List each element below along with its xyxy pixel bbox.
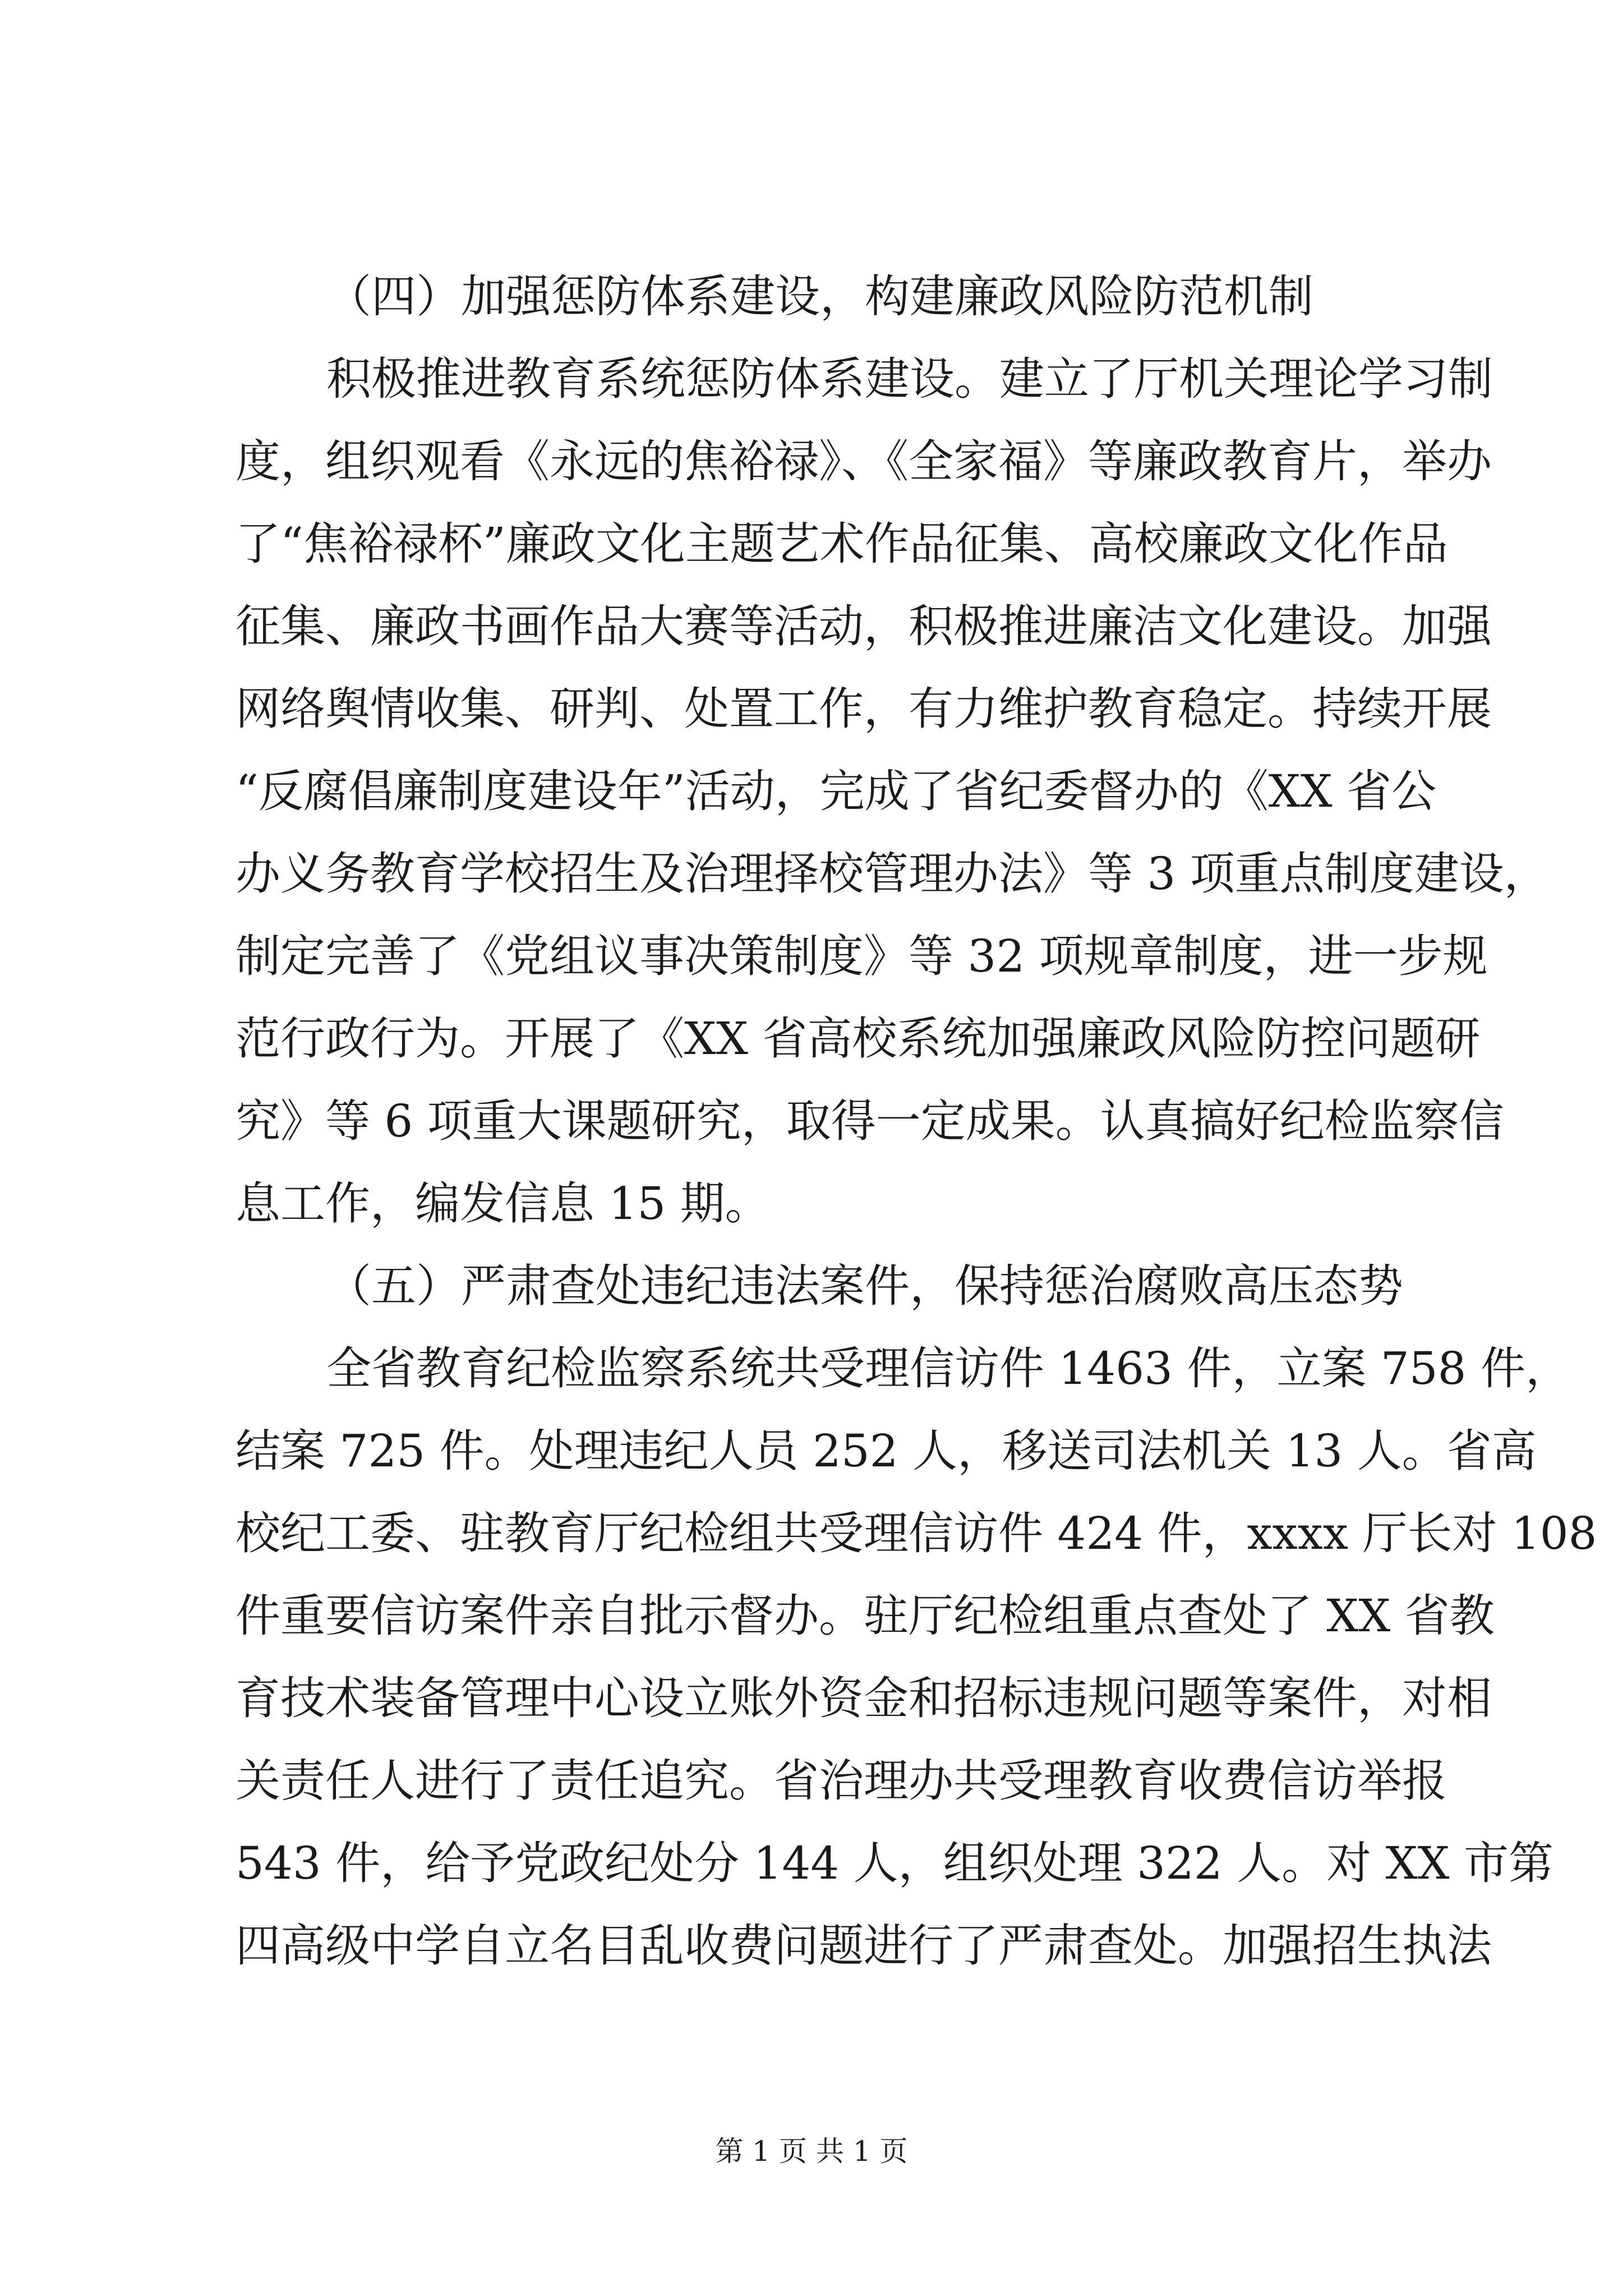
paragraph-line: 543 件，给予党政纪处分 144 人，组织处理 322 人。对 XX 市第 <box>236 1837 1553 1889</box>
paragraph-line: 积极推进教育系统惩防体系建设。建立了厅机关理论学习制 <box>326 353 1493 405</box>
paragraph-line: 全省教育纪检监察系统共受理信访件 1463 件，立案 758 件， <box>326 1342 1571 1395</box>
paragraph-line: 究》等 6 项重大课题研究，取得一定成果。认真搞好纪检监察信 <box>236 1095 1504 1147</box>
paragraph-line: 制定完善了《党组议事决策制度》等 32 项规章制度，进一步规 <box>236 930 1488 982</box>
paragraph-line: 征集、廉政书画作品大赛等活动，积极推进廉洁文化建设。加强 <box>236 600 1492 652</box>
paragraph-line: 息工作，编发信息 15 期。 <box>236 1177 770 1230</box>
paragraph-line: 育技术装备管理中心设立账外资金和招标违规问题等案件，对相 <box>236 1672 1492 1724</box>
paragraph-line: 关责任人进行了责任追究。省治理办共受理教育收费信访举报 <box>236 1755 1447 1807</box>
section-heading-5: （五）严肃查处违纪违法案件，保持惩治腐败高压态势 <box>326 1260 1403 1312</box>
paragraph-line: 度，组织观看《永远的焦裕禄》、《全家福》等廉政教育片，举办 <box>236 435 1492 487</box>
document-body <box>236 255 1597 1987</box>
paragraph-line: 校纪工委、驻教育厅纪检组共受理信访件 424 件，xxxx 厅长对 108 <box>236 1507 1597 1559</box>
paragraph-line: 了“焦裕禄杯”廉政文化主题艺术作品征集、高校廉政文化作品 <box>236 518 1448 570</box>
paragraph-line: “反腐倡廉制度建设年”活动，完成了省纪委督办的《XX 省公 <box>236 765 1437 817</box>
paragraph-line: 结案 725 件。处理违纪人员 252 人，移送司法机关 13 人。省高 <box>236 1425 1537 1477</box>
page-number-footer: 第 1 页 共 1 页 <box>715 2135 908 2168</box>
paragraph-line: 四高级中学自立名目乱收费问题进行了严肃查处。加强招生执法 <box>236 1920 1492 1972</box>
paragraph-line: 网络舆情收集、研判、处置工作，有力维护教育稳定。持续开展 <box>236 683 1492 735</box>
paragraph-line: 范行政行为。开展了《XX 省高校系统加强廉政风险防控问题研 <box>236 1013 1481 1065</box>
section-heading-4: （四）加强惩防体系建设，构建廉政风险防范机制 <box>326 270 1313 323</box>
paragraph-line: 件重要信访案件亲自批示督办。驻厅纪检组重点查处了 XX 省教 <box>236 1590 1495 1642</box>
paragraph-line: 办义务教育学校招生及治理择校管理办法》等 3 项重点制度建设， <box>236 848 1549 900</box>
